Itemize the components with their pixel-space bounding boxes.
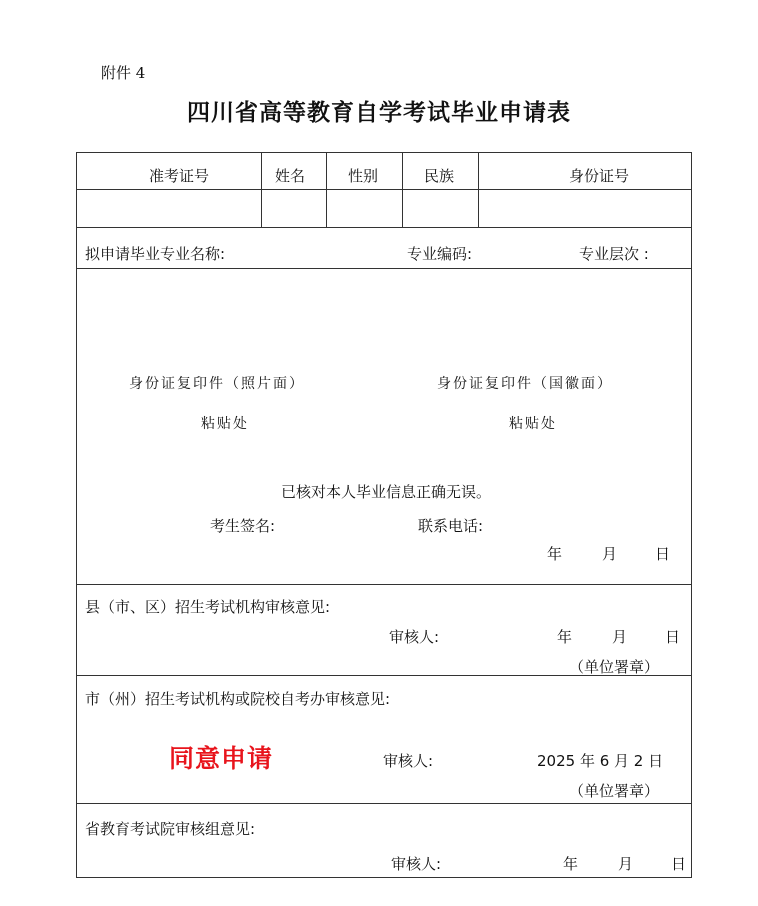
city-stamp: （单位署章）	[569, 782, 660, 800]
gender-field[interactable]	[327, 190, 402, 227]
province-date-year: 年	[563, 855, 579, 873]
province-review-title: 省教育考试院审核组意见:	[85, 820, 256, 838]
county-review-title: 县（市、区）招生考试机构审核意见:	[85, 598, 331, 616]
header-gender: 性别	[348, 167, 379, 185]
county-stamp: （单位署章）	[569, 658, 660, 676]
city-review-date: 2025 年 6 月 2 日	[537, 752, 664, 770]
province-date-month: 月	[618, 855, 634, 873]
attachment-label: 附件 4	[101, 64, 146, 82]
city-review-title: 市（州）招生考试机构或院校自考办审核意见:	[85, 690, 391, 708]
county-date-year: 年	[557, 628, 573, 646]
date-year: 年	[547, 545, 563, 563]
divider	[77, 803, 691, 804]
province-date-day: 日	[671, 855, 687, 873]
id-front-label: 身份证复印件（照片面）	[129, 376, 305, 392]
header-exam-number: 准考证号	[149, 167, 210, 185]
city-review-opinion: 同意申请	[169, 744, 274, 773]
county-date-month: 月	[612, 628, 628, 646]
date-day: 日	[655, 545, 671, 563]
province-reviewer-label: 审核人:	[391, 855, 442, 873]
county-reviewer-label: 审核人:	[389, 628, 440, 646]
ethnicity-field[interactable]	[403, 190, 478, 227]
confirm-text: 已核对本人毕业信息正确无误。	[281, 483, 492, 501]
id-front-paste: 粘贴处	[201, 416, 249, 432]
id-back-paste: 粘贴处	[509, 416, 557, 432]
date-month: 月	[602, 545, 618, 563]
divider	[77, 268, 691, 269]
signature-label: 考生签名:	[210, 517, 276, 535]
application-form-table	[76, 152, 692, 878]
county-date-day: 日	[665, 628, 681, 646]
exam-number-field[interactable]	[77, 190, 261, 227]
id-number-field[interactable]	[479, 190, 692, 227]
header-id-number: 身份证号	[569, 167, 630, 185]
divider	[77, 584, 691, 585]
header-name: 姓名	[275, 167, 306, 185]
major-code-label: 专业编码:	[407, 245, 473, 263]
major-level-label: 专业层次 :	[579, 245, 649, 263]
id-back-label: 身份证复印件（国徽面）	[437, 376, 613, 392]
major-name-label: 拟申请毕业专业名称:	[85, 245, 226, 263]
name-field[interactable]	[262, 190, 326, 227]
header-ethnicity: 民族	[424, 167, 455, 185]
city-reviewer-label: 审核人:	[383, 752, 434, 770]
phone-label: 联系电话:	[418, 517, 484, 535]
divider	[77, 227, 691, 228]
page-title: 四川省高等教育自学考试毕业申请表	[187, 100, 571, 126]
